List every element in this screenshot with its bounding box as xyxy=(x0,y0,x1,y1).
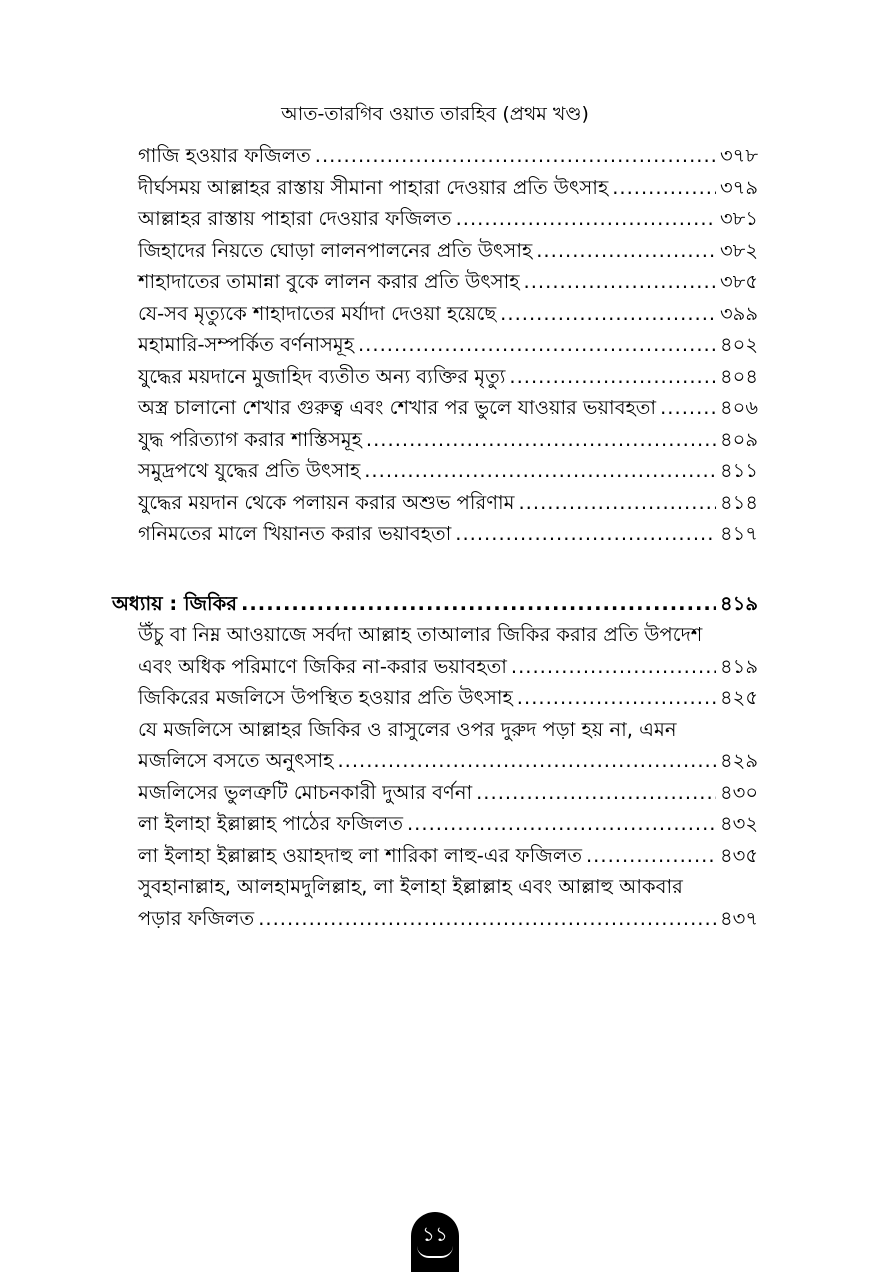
dot-leader xyxy=(509,361,716,393)
toc-entry-title: গাজি হওয়ার ফজিলত xyxy=(138,144,311,167)
toc-entry-page: ৪০৯ xyxy=(720,427,758,451)
toc-entry-line[interactable] xyxy=(138,619,758,651)
dot-leader xyxy=(456,203,716,235)
toc-entry[interactable] xyxy=(138,172,758,204)
toc-entry[interactable] xyxy=(138,424,758,456)
toc-entry-title: পড়ার ফজিলত xyxy=(138,906,255,930)
toc-entry-title: লা ইলাহা ইল্লাল্লাহ পাঠের ফজিলত xyxy=(138,812,403,835)
toc-entry[interactable] xyxy=(138,329,758,361)
toc-entry-page: ৪২৯ xyxy=(720,749,758,772)
toc-entry[interactable] xyxy=(138,777,758,809)
dot-leader xyxy=(476,777,716,809)
toc-entry-page: ৩৭৮ xyxy=(719,144,758,167)
toc-entry[interactable] xyxy=(138,518,758,550)
toc-entry-page: ৩৯৯ xyxy=(720,301,758,325)
dot-leader xyxy=(524,266,716,298)
dot-leader xyxy=(315,140,716,172)
toc-entry[interactable] xyxy=(138,140,758,172)
toc-entry-title: যুদ্ধের ময়দান থেকে পলায়ন করার অশুভ পরিণাম xyxy=(138,490,515,514)
toc-entry[interactable] xyxy=(138,298,758,330)
toc-entry[interactable] xyxy=(138,266,758,298)
toc-entry-line[interactable] xyxy=(138,714,758,746)
toc-entry-title: আল্লাহর রাস্তায় পাহারা দেওয়ার ফজিলত xyxy=(138,207,452,230)
toc-entry-page: ৪১৯ xyxy=(720,654,758,678)
toc-entry-title: অস্ত্র চালানো শেখার গুরুত্ব এবং শেখার পর ভুলে যাওয়ার ভয়াবহতা xyxy=(138,396,657,419)
toc-entry-page: ৩৮২ xyxy=(719,238,758,262)
toc-entry-title: মহামারি-সম্পর্কিত বর্ণনাসমূহ xyxy=(138,333,354,356)
toc-entry-title: যুদ্ধ পরিত্যাগ করার শাস্তিসমূহ xyxy=(138,427,362,451)
section-spacer xyxy=(0,550,870,588)
toc-entry-page: ৪১১ xyxy=(720,459,758,482)
dot-leader xyxy=(407,808,716,840)
toc-entry-title: জিকিরের মজলিসে উপস্থিত হওয়ার প্রতি উৎসাহ xyxy=(138,686,513,709)
dot-leader xyxy=(517,682,716,714)
dot-leader xyxy=(612,172,716,204)
chapter-title: অধ্যায় : জিকির xyxy=(112,591,237,615)
toc-entry[interactable] xyxy=(138,840,758,872)
toc-entry-title: জিহাদের নিয়তে ঘোড়া লালনপালনের প্রতি উৎসাহ xyxy=(138,238,533,262)
badge-curve-ornament xyxy=(417,1246,453,1258)
toc-entry-page: ৪০২ xyxy=(719,333,758,356)
toc-entry-title: যুদ্ধের ময়দানে মুজাহিদ ব্যতীত অন্য ব্যক্তির মৃত্যু xyxy=(138,364,506,388)
toc-entry[interactable] xyxy=(138,651,758,683)
toc-entry-page: ৪৩৭ xyxy=(719,906,758,930)
toc-entry-page: ৩৮৫ xyxy=(720,270,758,293)
toc-entry-title: মজলিসের ভুলত্রুটি মোচনকারী দুআর বর্ণনা xyxy=(138,780,473,804)
toc-entry-page: ৩৮১ xyxy=(720,207,758,230)
toc-entry-page: ৩৭৯ xyxy=(719,175,758,199)
toc-entry-title: সমুদ্রপথে যুদ্ধের প্রতি উৎসাহ xyxy=(138,459,361,482)
running-header: আত-তারগিব ওয়াত তারহিব (প্রথম খণ্ড) xyxy=(281,103,589,125)
toc-entry[interactable] xyxy=(138,455,758,487)
toc-entry[interactable] xyxy=(138,745,758,777)
dot-leader xyxy=(366,424,716,456)
toc-entry[interactable] xyxy=(138,235,758,267)
toc-entry-title: গনিমতের মালে খিয়ানত করার ভয়াবহতা xyxy=(138,522,452,545)
dot-leader xyxy=(364,455,716,487)
toc-entry-title: যে মজলিসে আল্লাহর জিকির ও রাসুলের ওপর দুরুদ পড়া হয় না, এমন xyxy=(138,717,677,741)
toc-entry-title: যে-সব মৃত্যুকে শাহাদাতের মর্যাদা দেওয়া হয়েছে xyxy=(138,301,497,325)
dot-leader xyxy=(241,588,716,620)
toc-entry-page: ৪৩০ xyxy=(719,780,758,804)
dot-leader xyxy=(337,745,716,777)
toc-entry-title: শাহাদাতের তামান্না বুকে লালন করার প্রতি উৎসাহ xyxy=(138,270,520,293)
toc-chapter-heading[interactable] xyxy=(112,588,758,620)
toc-entry[interactable] xyxy=(138,808,758,840)
dot-leader xyxy=(258,903,716,935)
dot-leader xyxy=(660,392,716,424)
toc-entry-page: ৪১৭ xyxy=(720,522,758,545)
toc-entry-page: ৪০৪ xyxy=(720,364,758,388)
toc-entry[interactable] xyxy=(138,361,758,393)
toc-entry-line[interactable] xyxy=(138,871,758,903)
toc-entry[interactable] xyxy=(138,487,758,519)
toc-entry[interactable] xyxy=(138,903,758,935)
toc-entry-page: ৪৩৫ xyxy=(720,843,758,867)
chapter-page: ৪১৯ xyxy=(720,591,758,615)
toc-entry-title: মজলিসে বসতে অনুৎসাহ xyxy=(138,749,334,772)
table-of-contents xyxy=(0,140,870,934)
page-number-badge xyxy=(411,1212,459,1272)
toc-entry[interactable] xyxy=(138,203,758,235)
dot-leader xyxy=(586,840,716,872)
toc-entry-title: লা ইলাহা ইল্লাল্লাহ ওয়াহদাহু লা শারিকা লাহু-এর ফজিলত xyxy=(138,843,582,867)
dot-leader xyxy=(358,329,716,361)
toc-entry-title: সুবহানাল্লাহ, আলহামদুলিল্লাহ, লা ইলাহা ইল্লাল্লাহ এবং আল্লাহু আকবার xyxy=(138,875,683,898)
toc-entry-title: এবং অধিক পরিমাণে জিকির না-করার ভয়াবহতা xyxy=(138,654,507,678)
dot-leader xyxy=(536,235,716,267)
dot-leader xyxy=(511,651,716,683)
toc-entry-page: ৪২৫ xyxy=(720,686,758,709)
toc-entry-title: দীর্ঘসময় আল্লাহর রাস্তায় সীমানা পাহারা দেওয়ার প্রতি উৎসাহ xyxy=(138,175,609,199)
dot-leader xyxy=(455,518,716,550)
toc-entry-title: উঁচু বা নিম্ন আওয়াজে সর্বদা আল্লাহ তাআলার জিকির করার প্রতি উপদেশ xyxy=(138,623,703,646)
toc-entry-page: ৪০৬ xyxy=(719,396,758,419)
dot-leader xyxy=(518,487,716,519)
toc-entry-page: ৪৩২ xyxy=(719,812,758,835)
toc-entry-page: ৪১৪ xyxy=(720,490,758,514)
page-number: ১১ xyxy=(422,1222,448,1246)
dot-leader xyxy=(500,298,716,330)
toc-entry[interactable] xyxy=(138,392,758,424)
toc-entry[interactable] xyxy=(138,682,758,714)
